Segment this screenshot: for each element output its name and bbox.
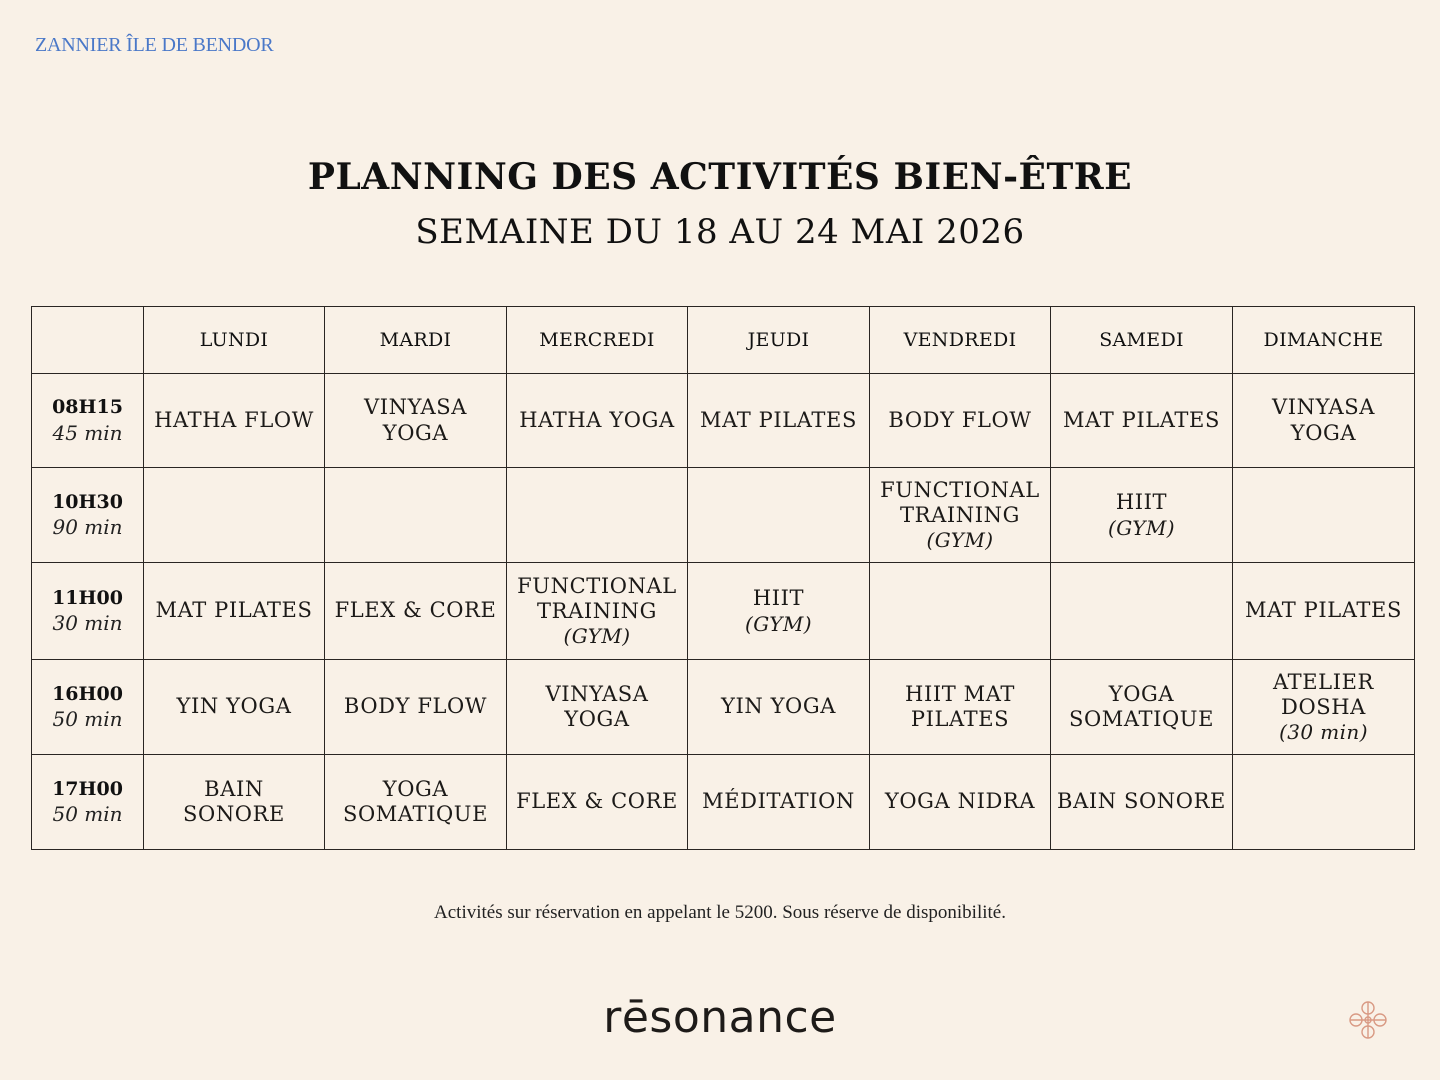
activity-label: BAIN SONORE — [183, 776, 285, 826]
duration-label: 30 min — [52, 611, 123, 636]
activity-cell — [325, 374, 507, 468]
activity-cell — [507, 660, 688, 755]
activity-label: BAIN SONORE — [1057, 789, 1226, 814]
activity-label: MAT PILATES — [155, 598, 313, 623]
activity-cell — [1051, 374, 1233, 468]
duration-label: 50 min — [52, 802, 123, 827]
duration-label: 50 min — [52, 707, 123, 732]
activity-cell — [144, 660, 325, 755]
activity-note: (GYM) — [745, 611, 812, 636]
brand-logo: rēsonance — [603, 992, 837, 1043]
activity-label: VINYASA YOGA — [1272, 395, 1375, 445]
activity-cell — [507, 374, 688, 468]
activity-cell — [325, 468, 507, 563]
time-cell — [32, 755, 144, 850]
activity-label: VINYASA YOGA — [545, 681, 649, 731]
activity-cell — [507, 563, 688, 660]
activity-cell — [325, 755, 507, 850]
time-label: 17H00 — [52, 777, 123, 800]
activity-label: HIIT MAT PILATES — [905, 681, 1015, 731]
activity-cell — [1233, 374, 1415, 468]
activity-cell — [1051, 563, 1233, 660]
activity-cell — [144, 374, 325, 468]
activity-cell — [1233, 660, 1415, 755]
day-header: LUNDI — [144, 307, 325, 374]
hotel-name: ZANNIER ÎLE DE BENDOR — [35, 34, 274, 56]
activity-label: HATHA FLOW — [154, 407, 314, 432]
activity-cell — [1233, 563, 1415, 660]
activity-cell — [1051, 660, 1233, 755]
activity-cell — [507, 468, 688, 563]
activity-label: MÉDITATION — [702, 789, 855, 814]
activity-cell — [507, 755, 688, 850]
day-header: JEUDI — [688, 307, 870, 374]
activity-note: (30 min) — [1279, 720, 1368, 745]
table-row — [32, 755, 1415, 850]
activity-cell — [144, 755, 325, 850]
schedule-table — [31, 306, 1415, 850]
activity-label: ATELIER DOSHA — [1273, 669, 1374, 719]
activity-label: YIN YOGA — [720, 694, 837, 719]
activity-cell — [325, 563, 507, 660]
title-block — [0, 156, 1440, 252]
table-row — [32, 660, 1415, 755]
activity-cell — [1051, 468, 1233, 563]
activity-label: FLEX & CORE — [516, 789, 678, 814]
activity-cell — [870, 563, 1051, 660]
activity-note: (GYM) — [926, 528, 994, 553]
corner-cell — [32, 307, 144, 374]
time-label: 08H15 — [52, 396, 123, 419]
activity-cell — [688, 468, 870, 563]
activity-cell — [688, 660, 870, 755]
flower-ornament-icon — [1346, 998, 1390, 1042]
duration-label: 90 min — [52, 515, 123, 540]
activity-cell — [688, 563, 870, 660]
activity-label: HIIT — [752, 586, 805, 611]
activity-cell — [870, 468, 1051, 563]
activity-cell — [1233, 755, 1415, 850]
time-cell — [32, 660, 144, 755]
activity-label: FUNCTIONAL TRAINING — [880, 477, 1040, 527]
activity-label: MAT PILATES — [1063, 407, 1220, 432]
activity-label: FUNCTIONAL TRAINING — [517, 573, 677, 623]
activity-note: (GYM) — [563, 624, 631, 649]
activity-label: BODY FLOW — [343, 694, 488, 719]
activity-label: YIN YOGA — [176, 694, 292, 719]
activity-cell — [688, 755, 870, 850]
day-header: SAMEDI — [1051, 307, 1233, 374]
activity-label: YOGA SOMATIQUE — [1068, 681, 1215, 731]
time-label: 10H30 — [52, 490, 123, 513]
reservation-note: Activités sur réservation en appelant le 5200. Sous réserve de disponibilité. — [434, 902, 1006, 923]
activity-cell — [144, 468, 325, 563]
time-label: 16H00 — [52, 682, 123, 705]
activity-label: YOGA NIDRA — [884, 789, 1036, 814]
time-cell — [32, 374, 144, 468]
table-row — [32, 374, 1415, 468]
day-header: VENDREDI — [870, 307, 1051, 374]
duration-label: 45 min — [52, 420, 123, 445]
time-cell — [32, 468, 144, 563]
activity-label: BODY FLOW — [888, 407, 1032, 432]
activity-label: HIIT — [1115, 490, 1168, 515]
time-label: 11H00 — [52, 586, 123, 609]
activity-cell — [870, 755, 1051, 850]
activity-label: VINYASA YOGA — [364, 395, 467, 445]
activity-cell — [870, 660, 1051, 755]
page-title: PLANNING DES ACTIVITÉS BIEN-ÊTRE — [307, 156, 1133, 198]
time-cell — [32, 563, 144, 660]
day-header: MARDI — [325, 307, 507, 374]
activity-cell — [1233, 468, 1415, 563]
activity-note: (GYM) — [1108, 515, 1175, 540]
day-header: DIMANCHE — [1233, 307, 1415, 374]
activity-label: YOGA SOMATIQUE — [342, 776, 489, 826]
activity-cell — [688, 374, 870, 468]
activity-cell — [1051, 755, 1233, 850]
activity-label: MAT PILATES — [1245, 598, 1402, 623]
activity-cell — [870, 374, 1051, 468]
day-header: MERCREDI — [507, 307, 688, 374]
activity-label: MAT PILATES — [700, 407, 857, 432]
activity-label: FLEX & CORE — [334, 598, 497, 623]
activity-label: HATHA YOGA — [519, 407, 675, 432]
header-row — [32, 307, 1415, 374]
activity-cell — [325, 660, 507, 755]
page-subtitle: SEMAINE DU 18 AU 24 MAI 2026 — [415, 212, 1025, 252]
table-row — [32, 563, 1415, 660]
table-row — [32, 468, 1415, 563]
activity-cell — [144, 563, 325, 660]
